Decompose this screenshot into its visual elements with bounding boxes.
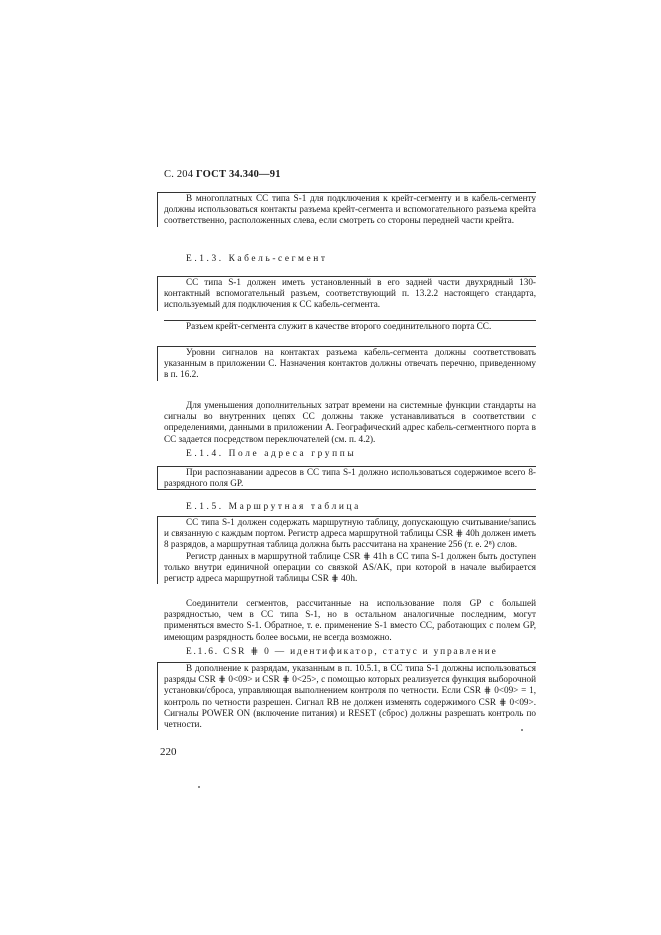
page-label: С. 204	[164, 169, 194, 180]
paragraph-signal-levels: Уровни сигналов на контактах разъема кабель-сегмента должны соответствовать указанным в приложении С. Назначения контактов должны отвечать перечню, приведенному в п. 16.2.	[157, 346, 536, 381]
standard-number: ГОСТ 34.340—91	[196, 169, 281, 180]
scan-speck	[521, 729, 523, 731]
heading-e13: Е.1.3. Кабель-сегмент	[186, 254, 328, 264]
heading-e14: Е.1.4. Поле адреса группы	[186, 449, 357, 459]
page-number: 220	[160, 746, 177, 758]
paragraph-crate-contacts: В многоплатных СС типа S-1 для подключения к крейт-сегменту и в кабель-сегменту должны использоваться контакты разъема крейт-сегмента и вспомогательного разъема крейта соответственно, расположенных слева, если смотреть со стороны передней части крейта.	[157, 192, 536, 227]
paragraph-internal-signals: Для уменьшения дополнительных затрат времени на системные функции стандарты на сигналы во внутренних цепях СС должны также устанавливаться в соответствии с определениями, данными в приложении А. Географический адрес кабель-сегментного порта в СС задается посредством переключателей (см. п. 4.2).	[164, 400, 536, 444]
paragraph-crate-port: Разъем крейт-сегмента служит в качестве второго соединительного порта СС.	[164, 320, 536, 332]
heading-e16: Е.1.6. CSR ⋕ 0 — идентификатор, статус и управление	[186, 647, 498, 657]
paragraph-cable-connector: СС типа S-1 должен иметь установленный в его задней части двухрядный 130-контактный вспомогательный разъем, соответствующий п. 13.2.2 настоящего стандарта, используемый для подключения к СС кабель-сегмента.	[157, 276, 536, 311]
paragraph-group-address: При распознавании адресов в СС типа S-1 должно использоваться содержимое всего 8-разрядного поля GP.	[157, 466, 536, 490]
paragraph-csr0-parity: В дополнение к разрядам, указанным в п. 10.5.1, в СС типа S-1 должны использоваться разряды CSR ⋕ 0<09> и CSR ⋕ 0<25>, с помощью которых реализуется функция выборочной установки/сброса, управляющая выполнением контроля по четности. Если CSR ⋕ 0<09> = 1, контроль по четности разрешен. Сигнал RB не должен изменять содержимого CSR ⋕ 0<09>. Сигналы POWER ON (включение питания) и RESET (сброс) должны разрешать контроль по четности.	[157, 662, 536, 730]
paragraph-routing-table: СС типа S-1 должен содержать маршрутную таблицу, допускающую считывание/запись и связанную с каждым портом. Регистр адреса маршрутной таблицы CSR ⋕ 40h должен иметь 8 разрядов, а маршрутная таблица должна быть рассчитана на хранение 256 (т. е. 2⁸) слов. Регистр данных в маршрутной таблице CSR ⋕ 41h в СС типа S-1 должен быть доступен только внутри единичной операции со связкой AS/AK, при которой в начале выбирается регистр адреса маршрутной таблицы CSR ⋕ 40h.	[157, 516, 536, 584]
paragraph-segment-connectors: Соединители сегментов, рассчитанные на использование поля GP с большей разрядностью, чем в СС типа S-1, но в остальном аналогичные последним, могут применяться вместо S-1. Обратное, т. е. применение S-1 вместо СС, работающих с полем GP, имеющим разрядность более восьми, не всегда возможно.	[164, 598, 536, 642]
running-header	[164, 169, 281, 180]
heading-e15: Е.1.5. Маршрутная таблица	[186, 502, 361, 512]
scan-speck	[198, 786, 200, 788]
